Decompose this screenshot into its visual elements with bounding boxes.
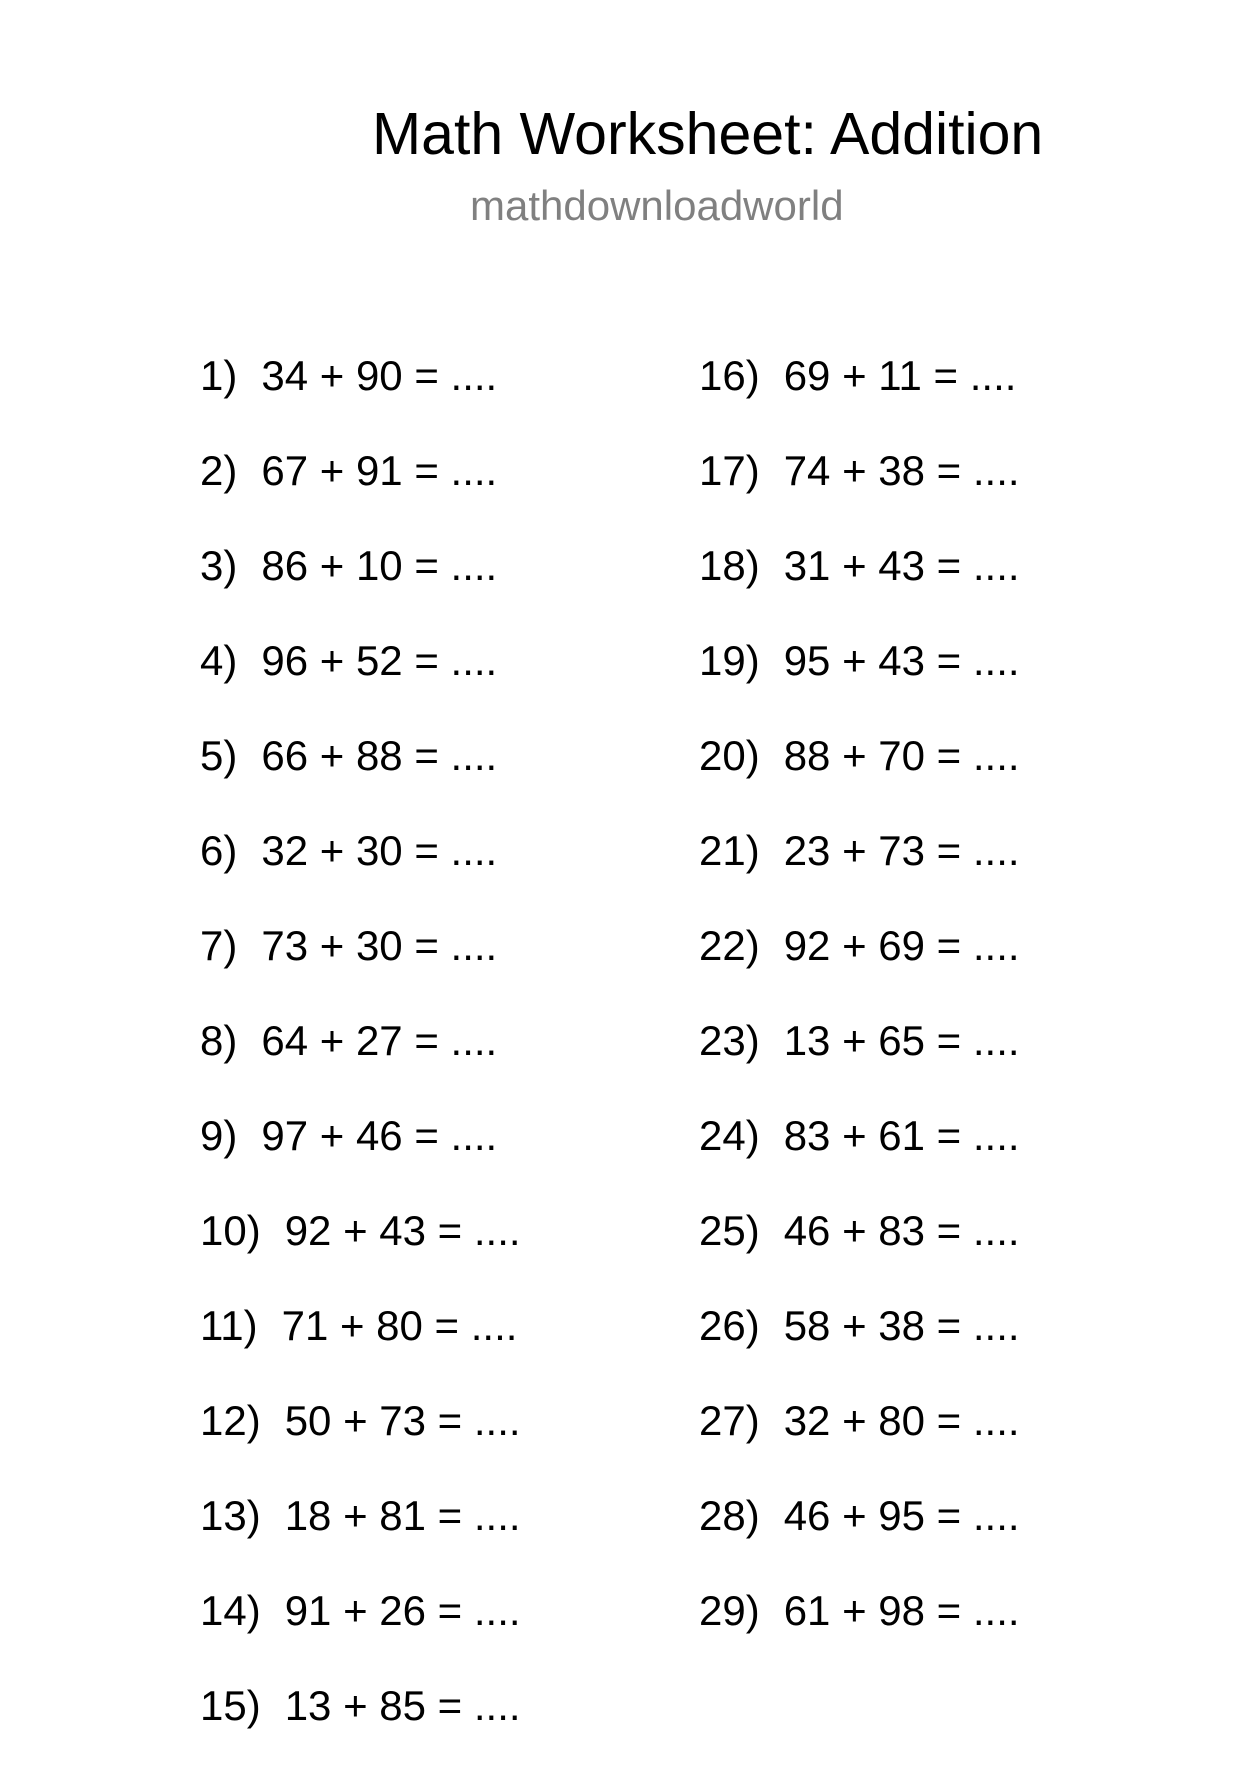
- problem-number: 21): [699, 827, 760, 874]
- problem-item: [699, 1486, 1020, 1581]
- problem-number: 5): [200, 732, 238, 779]
- problem-number: 13): [200, 1492, 261, 1539]
- problem-item: [200, 1391, 521, 1486]
- problem-item: [200, 1676, 521, 1771]
- problem-expression: 73 + 30 = ....: [261, 922, 498, 969]
- problem-item: [699, 821, 1020, 916]
- problem-expression: 95 + 43 = ....: [783, 637, 1020, 684]
- problem-item: [699, 1201, 1020, 1296]
- problem-number: 23): [699, 1017, 760, 1064]
- problem-number: 12): [200, 1397, 261, 1444]
- problem-number: 3): [200, 542, 238, 589]
- problem-number: 2): [200, 447, 238, 494]
- problem-expression: 74 + 38 = ....: [783, 447, 1020, 494]
- problem-item: [200, 631, 521, 726]
- problem-number: 24): [699, 1112, 760, 1159]
- problem-number: 11): [200, 1302, 258, 1349]
- problem-expression: 96 + 52 = ....: [261, 637, 498, 684]
- problem-item: [699, 441, 1020, 536]
- problem-number: 9): [200, 1112, 238, 1159]
- problem-column-left: [200, 346, 521, 1771]
- problem-expression: 58 + 38 = ....: [783, 1302, 1020, 1349]
- problem-expression: 32 + 30 = ....: [261, 827, 498, 874]
- problem-item: [200, 916, 521, 1011]
- problem-number: 26): [699, 1302, 760, 1349]
- problem-item: [699, 1296, 1020, 1391]
- problem-expression: 97 + 46 = ....: [261, 1112, 498, 1159]
- problem-number: 17): [699, 447, 760, 494]
- problem-number: 15): [200, 1682, 261, 1729]
- problem-item: [200, 1201, 521, 1296]
- problem-number: 18): [699, 542, 760, 589]
- problem-number: 4): [200, 637, 238, 684]
- problem-number: 14): [200, 1587, 261, 1634]
- problem-expression: 34 + 90 = ....: [261, 352, 498, 399]
- problem-item: [699, 346, 1020, 441]
- problem-column-right: [699, 346, 1020, 1676]
- problem-expression: 18 + 81 = ....: [284, 1492, 521, 1539]
- problem-item: [200, 536, 521, 631]
- problem-item: [200, 1106, 521, 1201]
- problem-expression: 69 + 11 = ....: [783, 352, 1017, 399]
- problem-expression: 46 + 95 = ....: [783, 1492, 1020, 1539]
- problem-number: 22): [699, 922, 760, 969]
- problem-number: 7): [200, 922, 238, 969]
- problem-number: 16): [699, 352, 760, 399]
- problem-expression: 66 + 88 = ....: [261, 732, 498, 779]
- problem-item: [200, 726, 521, 821]
- problem-item: [200, 441, 521, 536]
- problem-expression: 64 + 27 = ....: [261, 1017, 498, 1064]
- problem-number: 19): [699, 637, 760, 684]
- problem-item: [699, 1391, 1020, 1486]
- problem-number: 28): [699, 1492, 760, 1539]
- problem-expression: 71 + 80 = ....: [281, 1302, 518, 1349]
- problem-item: [699, 1011, 1020, 1106]
- problem-expression: 92 + 43 = ....: [284, 1207, 521, 1254]
- problem-item: [699, 631, 1020, 726]
- problem-expression: 50 + 73 = ....: [284, 1397, 521, 1444]
- problem-expression: 88 + 70 = ....: [783, 732, 1020, 779]
- problem-number: 10): [200, 1207, 261, 1254]
- problem-item: [200, 821, 521, 916]
- problem-item: [699, 1106, 1020, 1201]
- problem-item: [699, 536, 1020, 631]
- problem-number: 1): [200, 352, 238, 399]
- problem-item: [200, 346, 521, 441]
- problem-expression: 13 + 65 = ....: [783, 1017, 1020, 1064]
- problem-expression: 92 + 69 = ....: [783, 922, 1020, 969]
- page-title: Math Worksheet: Addition: [372, 101, 1044, 167]
- problem-number: 27): [699, 1397, 760, 1444]
- problem-number: 8): [200, 1017, 238, 1064]
- problem-item: [200, 1486, 521, 1581]
- problem-item: [699, 1581, 1020, 1676]
- problem-item: [699, 916, 1020, 1011]
- problem-number: 25): [699, 1207, 760, 1254]
- problem-expression: 61 + 98 = ....: [783, 1587, 1020, 1634]
- problem-expression: 67 + 91 = ....: [261, 447, 498, 494]
- problem-number: 20): [699, 732, 760, 779]
- problem-expression: 32 + 80 = ....: [783, 1397, 1020, 1444]
- problem-expression: 23 + 73 = ....: [783, 827, 1020, 874]
- problem-item: [200, 1011, 521, 1106]
- problem-expression: 46 + 83 = ....: [783, 1207, 1020, 1254]
- page-subtitle: mathdownloadworld: [470, 182, 844, 229]
- problem-item: [699, 726, 1020, 821]
- problem-expression: 13 + 85 = ....: [284, 1682, 521, 1729]
- problem-expression: 31 + 43 = ....: [783, 542, 1020, 589]
- problem-expression: 83 + 61 = ....: [783, 1112, 1020, 1159]
- problem-number: 29): [699, 1587, 760, 1634]
- problem-number: 6): [200, 827, 238, 874]
- problem-item: [200, 1296, 521, 1391]
- problem-expression: 86 + 10 = ....: [261, 542, 498, 589]
- problem-item: [200, 1581, 521, 1676]
- problem-expression: 91 + 26 = ....: [284, 1587, 521, 1634]
